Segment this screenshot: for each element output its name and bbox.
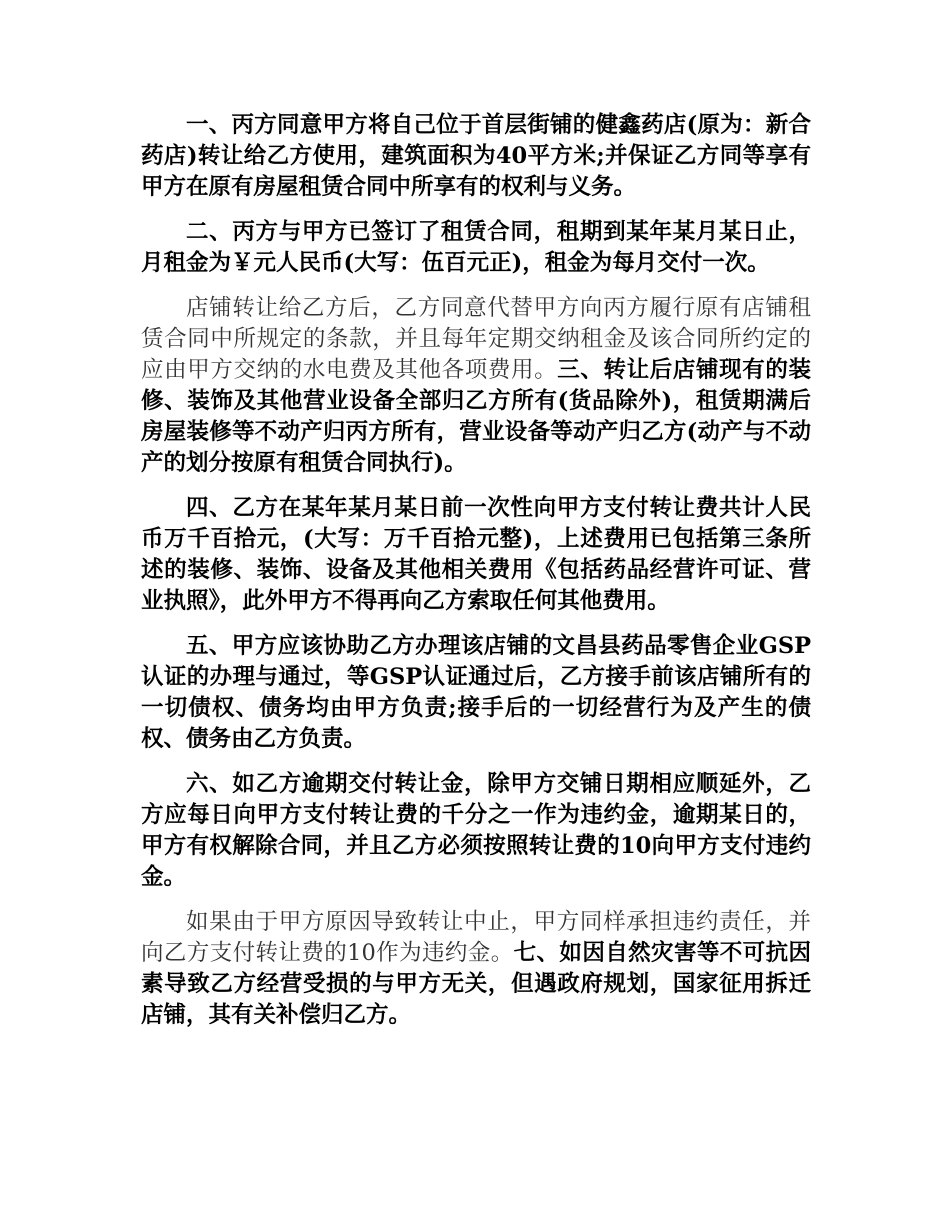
clause-4-text: 四、乙方在某年某月某日前一次性向甲方支付转让费共计人民币万千百拾元，(大写：万千百拾元整)，上述费用已包括第三条所述的装修、装饰、设备及其他相关费用《包括药品经营许可证、营业执照》，此外甲方不得再向乙方索取任何其他费用。: [141, 495, 811, 614]
clause-6-text: 六、如乙方逾期交付转让金，除甲方交铺日期相应顺延外，乙方应每日向甲方支付转让费的千分之一作为违约金，逾期某日的，甲方有权解除合同，并且乙方必须按照转让费的10向甲方支付违约金。: [141, 771, 811, 890]
clause-1-text: 一、丙方同意甲方将自己位于首层街铺的健鑫药店(原为：新合药店)转让给乙方使用，建筑面积为40平方米;并保证乙方同等享有甲方在原有房屋租赁合同中所享有的权利与义务。: [141, 112, 811, 200]
clause-2-text: 二、丙方与甲方已签订了租赁合同，租期到某年某月某日止，月租金为￥元人民币(大写：伍百元正)，租金为每月交付一次。: [141, 219, 811, 276]
clause-2: [141, 217, 811, 279]
clause-1: [141, 110, 811, 203]
clause-6: [141, 769, 811, 893]
clause-3-intro-text: 店铺转让给乙方后，乙方同意代替甲方向丙方履行原有店铺租赁合同中所规定的条款，并且每年定期交纳租金及该合同所约定的应由甲方交纳的水电费及其他各项费用。: [141, 295, 811, 383]
document-body: [141, 110, 811, 1045]
clause-7-text: 七、如因自然灾害等不可抗因素导致乙方经营受损的与甲方无关，但遇政府规划，国家征用拆迁店铺，其有关补偿归乙方。: [141, 940, 811, 1028]
clause-4: [141, 493, 811, 617]
clause-3-text: 三、转让后店铺现有的装修、装饰及其他营业设备全部归乙方所有(货品除外)，租赁期满后房屋装修等不动产归丙方所有，营业设备等动产归乙方(动产与不动产的划分按原有租赁合同执行)。: [141, 357, 811, 476]
clause-3: [141, 293, 811, 479]
clause-7-intro-text: 如果由于甲方原因导致转让中止，甲方同样承担违约责任，并向乙方支付转让费的10作为违约金。: [141, 909, 811, 966]
clause-7: [141, 907, 811, 1031]
clause-5: [141, 631, 811, 755]
clause-5-text: 五、甲方应该协助乙方办理该店铺的文昌县药品零售企业GSP认证的办理与通过，等GSP认证通过后，乙方接手前该店铺所有的一切债权、债务均由甲方负责;接手后的一切经营行为及产生的债权、债务由乙方负责。: [141, 633, 811, 752]
